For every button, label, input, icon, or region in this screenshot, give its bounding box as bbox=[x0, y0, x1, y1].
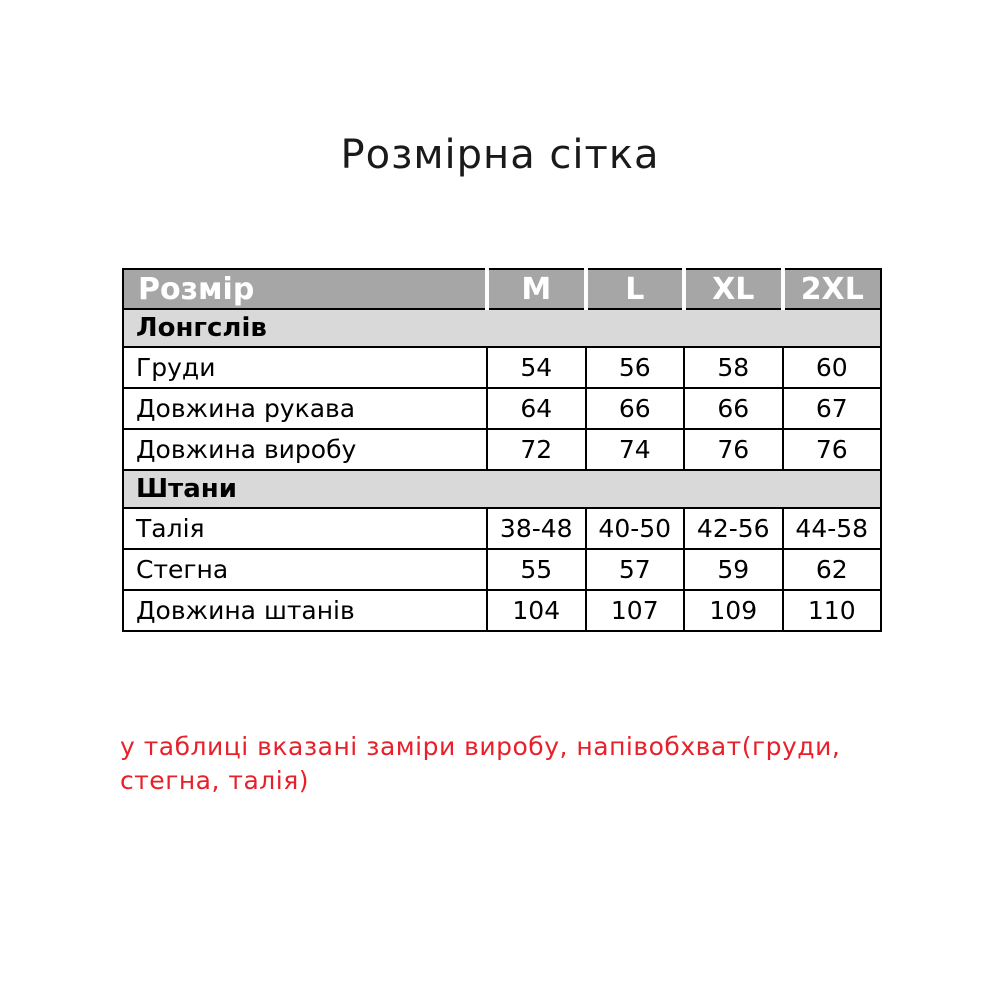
row-value: 109 bbox=[684, 590, 783, 631]
table-row bbox=[123, 590, 881, 631]
table-row bbox=[123, 388, 881, 429]
row-value: 67 bbox=[783, 388, 882, 429]
section-row-pants bbox=[123, 470, 881, 508]
row-label: Стегна bbox=[123, 549, 487, 590]
header-size-xl: XL bbox=[684, 269, 783, 309]
table-row bbox=[123, 429, 881, 470]
row-value: 56 bbox=[586, 347, 685, 388]
page-title: Розмірна сітка bbox=[340, 132, 660, 178]
measurement-note bbox=[120, 730, 900, 798]
row-value: 110 bbox=[783, 590, 882, 631]
row-value: 38-48 bbox=[487, 508, 586, 549]
row-value: 104 bbox=[487, 590, 586, 631]
row-value: 58 bbox=[684, 347, 783, 388]
header-size-l: L bbox=[586, 269, 685, 309]
row-label: Груди bbox=[123, 347, 487, 388]
row-value: 59 bbox=[684, 549, 783, 590]
table-row bbox=[123, 508, 881, 549]
row-value: 60 bbox=[783, 347, 882, 388]
table-row bbox=[123, 347, 881, 388]
row-value: 76 bbox=[684, 429, 783, 470]
row-value: 76 bbox=[783, 429, 882, 470]
row-value: 66 bbox=[586, 388, 685, 429]
row-value: 44-58 bbox=[783, 508, 882, 549]
row-value: 42-56 bbox=[684, 508, 783, 549]
table-header-row bbox=[123, 269, 881, 309]
note-line: стегна, талія) bbox=[120, 766, 309, 795]
header-size-2xl: 2XL bbox=[783, 269, 882, 309]
row-label: Талія bbox=[123, 508, 487, 549]
row-value: 66 bbox=[684, 388, 783, 429]
row-value: 55 bbox=[487, 549, 586, 590]
section-title: Штани bbox=[123, 470, 881, 508]
row-value: 40-50 bbox=[586, 508, 685, 549]
section-title: Лонгслів bbox=[123, 309, 881, 347]
table-row bbox=[123, 549, 881, 590]
row-label: Довжина рукава bbox=[123, 388, 487, 429]
row-value: 62 bbox=[783, 549, 882, 590]
header-size-label: Розмір bbox=[123, 269, 487, 309]
row-value: 72 bbox=[487, 429, 586, 470]
row-value: 107 bbox=[586, 590, 685, 631]
size-table bbox=[122, 268, 882, 632]
header-size-m: M bbox=[487, 269, 586, 309]
section-row-longsleeve bbox=[123, 309, 881, 347]
row-label: Довжина виробу bbox=[123, 429, 487, 470]
row-value: 57 bbox=[586, 549, 685, 590]
row-value: 64 bbox=[487, 388, 586, 429]
row-value: 54 bbox=[487, 347, 586, 388]
row-value: 74 bbox=[586, 429, 685, 470]
row-label: Довжина штанів bbox=[123, 590, 487, 631]
note-line: у таблиці вказані заміри виробу, напівобхват(груди, bbox=[120, 732, 841, 761]
